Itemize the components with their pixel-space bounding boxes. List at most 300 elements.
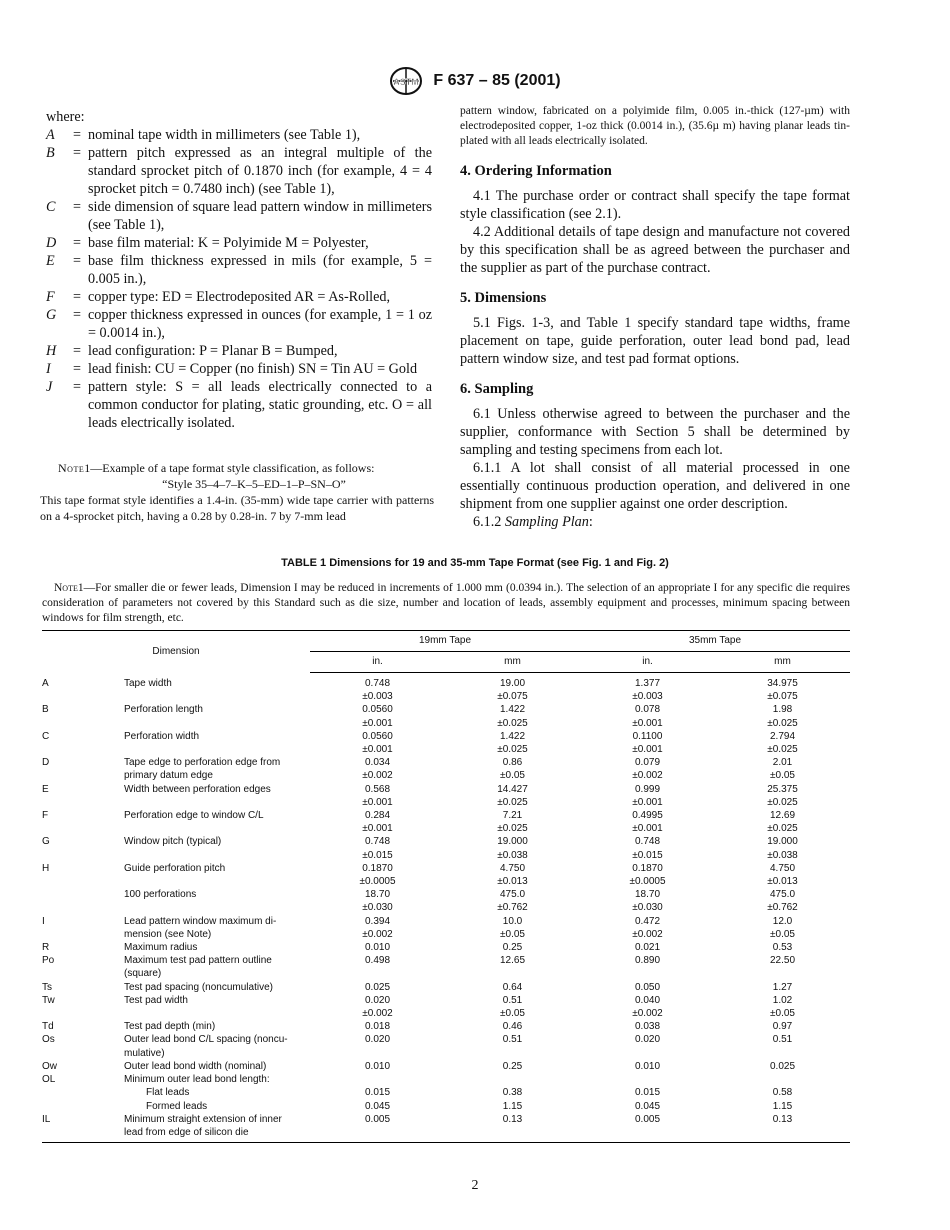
- value-line: 0.25: [502, 942, 523, 954]
- definition-row: [46, 360, 432, 378]
- definition-text: base film material: K = Polyimide M = Polyester,: [88, 235, 369, 251]
- cell-in19: [310, 673, 445, 704]
- value-line: 0.13: [502, 1113, 523, 1125]
- header-35mm-tape: 35mm Tape: [580, 631, 850, 652]
- note-continuation: This tape format style identifies a 1.4-in. (35-mm) wide tape carrier with patterns on a 4-sprocket pitch, having a 0.28 by 0.28-in. 7 by 7-mm lead: [40, 493, 434, 523]
- cell-in35: [580, 1073, 715, 1113]
- cell-mm19: [445, 673, 580, 704]
- section-5-title: 5. Dimensions: [460, 290, 547, 306]
- cell-symbol: Ow: [42, 1060, 57, 1072]
- description-line: primary datum edge: [124, 770, 213, 782]
- description-line: Lead pattern window maximum di-: [124, 915, 277, 927]
- value-line: ±0.001: [632, 796, 663, 808]
- cell-in35: [580, 954, 715, 980]
- value-line: 0.86: [502, 757, 523, 769]
- value-line: 0.034: [364, 757, 391, 769]
- cell-mm19: [445, 1033, 580, 1059]
- cell-symbol: F: [42, 810, 49, 822]
- value-line: 0.58: [772, 1087, 793, 1099]
- value-line: ±0.762: [767, 902, 798, 914]
- cell-mm35: [715, 888, 850, 914]
- table-row: [42, 673, 850, 704]
- value-line: ±0.001: [362, 744, 393, 756]
- cell-mm35: [715, 954, 850, 980]
- value-line: 1.15: [502, 1100, 523, 1112]
- value-line: 0.1870: [362, 862, 393, 874]
- definition-row: [46, 144, 432, 198]
- cell-mm19: [445, 888, 580, 914]
- value-line: 0.53: [772, 942, 793, 954]
- description-line: Outer lead bond width (nominal): [124, 1060, 267, 1072]
- cell-description: [124, 1060, 310, 1073]
- description-line: Perforation edge to window C/L: [124, 810, 264, 822]
- value-line: ±0.075: [767, 691, 798, 703]
- cell-in19: [310, 809, 445, 835]
- spacer: [445, 1073, 580, 1086]
- value-line: 0.015: [634, 1087, 661, 1099]
- value-line: 0.51: [502, 994, 523, 1006]
- value-line: ±0.015: [632, 849, 663, 861]
- value-line: 0.045: [634, 1100, 661, 1112]
- spacer: [580, 1073, 715, 1086]
- cell-in35: [580, 673, 715, 704]
- value-line: 25.375: [767, 783, 798, 795]
- definition-row: [46, 126, 432, 144]
- table-row: [42, 862, 850, 888]
- value-line: ±0.013: [767, 876, 798, 888]
- value-line: 0.748: [364, 678, 391, 689]
- cell-mm35: [715, 783, 850, 809]
- definition-text: pattern style: S = all leads electrically connected to a common conductor for plating, static grounding, etc. O = all leads electrically isolated.: [88, 379, 432, 431]
- value-line: 0.472: [634, 915, 661, 927]
- description-line: Maximum test pad pattern outline: [124, 955, 272, 967]
- value-line: 0.020: [364, 1034, 391, 1046]
- value-line: ±0.0005: [629, 876, 666, 888]
- description-line: Tape width: [124, 677, 172, 689]
- table-note-label: Note: [54, 582, 78, 594]
- cell-in35: [580, 1113, 715, 1143]
- description-line: Tape edge to perforation edge from: [124, 757, 281, 769]
- cell-mm35: [715, 1060, 850, 1073]
- value-line: 7.21: [502, 810, 523, 822]
- table-row: [42, 954, 850, 980]
- table-row: [42, 1073, 850, 1113]
- definition-text: lead configuration: P = Planar B = Bumped,: [88, 343, 338, 359]
- value-line: 10.0: [502, 915, 523, 927]
- value-line: 0.050: [634, 981, 661, 993]
- value-line: ±0.025: [497, 823, 528, 835]
- description-line: Test pad spacing (noncumulative): [124, 981, 273, 993]
- value-line: ±0.001: [632, 744, 663, 756]
- cell-description: [124, 756, 310, 782]
- cell-mm35: [715, 981, 850, 994]
- dimensions-table: [42, 630, 850, 1143]
- table-row: [42, 809, 850, 835]
- cell-in19: [310, 756, 445, 782]
- definition-equals: =: [72, 199, 81, 215]
- value-line: ±0.05: [770, 770, 795, 782]
- value-line: ±0.0005: [359, 876, 396, 888]
- value-line: 14.427: [497, 783, 528, 795]
- definition-equals: =: [72, 307, 81, 323]
- cell-description: [124, 1033, 310, 1059]
- value-line: 1.377: [634, 678, 661, 689]
- value-line: 0.018: [364, 1021, 391, 1033]
- description-line: Minimum outer lead bond length:: [124, 1074, 270, 1086]
- header-19-mm: mm: [445, 652, 580, 673]
- description-line: Guide perforation pitch: [124, 862, 226, 874]
- description-line: Perforation width: [124, 730, 200, 742]
- description-line: Outer lead bond C/L spacing (noncu-: [124, 1034, 288, 1046]
- value-line: 0.568: [364, 783, 391, 795]
- cell-symbol: [42, 888, 124, 914]
- definition-list: [46, 126, 432, 432]
- value-line: 18.70: [634, 889, 661, 901]
- cell-mm19: [445, 941, 580, 954]
- cell-mm19: [445, 981, 580, 994]
- value-line: ±0.001: [632, 823, 663, 835]
- value-line: ±0.025: [767, 744, 798, 756]
- definition-text: nominal tape width in millimeters (see Table 1),: [88, 127, 361, 143]
- definition-equals: =: [72, 343, 81, 359]
- table-row: [42, 941, 850, 954]
- table-row: [42, 835, 850, 861]
- definition-row: [46, 306, 432, 342]
- cell-mm35: [715, 835, 850, 861]
- description-line: Minimum straight extension of inner: [124, 1113, 282, 1125]
- cell-symbol: B: [42, 704, 49, 716]
- cell-in35: [580, 862, 715, 888]
- table-row: [42, 756, 850, 782]
- value-line: 0.021: [634, 942, 661, 954]
- cell-description: [124, 1113, 310, 1143]
- cell-symbol: E: [42, 783, 49, 795]
- cell-symbol: IL: [42, 1113, 124, 1143]
- value-line: 0.46: [502, 1021, 523, 1033]
- definition-symbol: F: [46, 289, 55, 305]
- table-row: [42, 1020, 850, 1033]
- cell-description: [124, 954, 310, 980]
- definition-text: copper type: ED = Electrodeposited AR = As-Rolled,: [88, 289, 391, 305]
- cell-mm19: [445, 756, 580, 782]
- cell-description: [124, 915, 310, 941]
- definition-symbol: A: [46, 127, 55, 143]
- cell-symbol: Td: [42, 1021, 54, 1033]
- para-5-1: 5.1 Figs. 1-3, and Table 1 specify standard tape widths, frame placement on tape, guide perforation, outer lead bond pad, lead pattern window size, and test pad format options.: [460, 315, 850, 367]
- value-line: 0.748: [364, 836, 391, 848]
- cell-symbol: OL: [42, 1074, 56, 1086]
- value-line: ±0.003: [632, 691, 663, 703]
- cell-in35: [580, 888, 715, 914]
- cell-mm19: [445, 703, 580, 729]
- definition-symbol: E: [46, 253, 55, 269]
- cell-symbol: Ts: [42, 981, 52, 993]
- cell-in19: [310, 783, 445, 809]
- cell-mm35: [715, 994, 850, 1020]
- cell-in35: [580, 941, 715, 954]
- cell-mm35: [715, 1073, 850, 1113]
- cell-symbol: A: [42, 677, 49, 689]
- cell-description: [124, 835, 310, 861]
- cell-in19: [310, 730, 445, 756]
- para-6-1-2-number: 6.1.2: [473, 514, 505, 530]
- value-line: 0.079: [634, 757, 661, 769]
- value-line: 1.27: [772, 981, 793, 993]
- value-line: 0.038: [634, 1021, 661, 1033]
- description-line: Flat leads: [146, 1087, 190, 1099]
- description-line: mension (see Note): [124, 928, 212, 940]
- cell-in19: [310, 1113, 445, 1143]
- cell-mm19: [445, 915, 580, 941]
- cell-mm35: [715, 941, 850, 954]
- value-line: 22.50: [769, 955, 796, 967]
- value-line: 0.020: [634, 1034, 661, 1046]
- cell-description: [124, 730, 310, 756]
- value-line: 34.975: [767, 678, 798, 689]
- cell-mm35: [715, 1113, 850, 1143]
- value-line: 18.70: [364, 889, 391, 901]
- value-line: 0.498: [364, 955, 391, 967]
- designation: F 637 – 85 (2001): [433, 72, 561, 89]
- description-line: lead from edge of silicon die: [124, 1126, 249, 1138]
- value-line: ±0.001: [362, 796, 393, 808]
- definition-equals: =: [72, 145, 81, 161]
- value-line: 0.015: [364, 1087, 391, 1099]
- value-line: ±0.762: [497, 902, 528, 914]
- value-line: ±0.025: [767, 823, 798, 835]
- value-line: ±0.025: [497, 717, 528, 729]
- sampling-plan-heading: Sampling Plan: [504, 514, 589, 530]
- note-continuation-right: pattern window, fabricated on a polyimide film, 0.005 in.-thick (127-µm) with electrodeposited copper, 1-oz thick (0.0014 in.), (35.6µ m) having planar leads tin-plated with all leads electrically isolated.: [460, 105, 850, 147]
- value-line: ±0.030: [632, 902, 663, 914]
- definition-row: [46, 234, 432, 252]
- cell-in35: [580, 835, 715, 861]
- description-line: Window pitch (typical): [124, 836, 222, 848]
- cell-mm35: [715, 730, 850, 756]
- cell-description: [124, 1073, 310, 1113]
- cell-in19: [310, 888, 445, 914]
- value-line: ±0.025: [497, 796, 528, 808]
- value-line: 19.00: [499, 678, 526, 689]
- value-line: 0.005: [364, 1113, 391, 1125]
- cell-description: [124, 1020, 310, 1033]
- table-note-text: 1—For smaller die or fewer leads, Dimension I may be reduced in increments of 1.000 mm (0.0394 in.). The selection of an appropriate I for any specific die requires consideration of parameters not covered by this Standard such as die size, number and location of leads, assembly equipment and processes, minimum spacing between windows for film strength, etc.: [42, 582, 850, 624]
- cell-description: [124, 994, 310, 1020]
- value-line: ±0.001: [362, 823, 393, 835]
- cell-description: [124, 888, 310, 914]
- definition-text: copper thickness expressed in ounces (for example, 1 = 1 oz = 0.0014 in.),: [88, 307, 432, 341]
- cell-description: [124, 783, 310, 809]
- cell-description: [124, 981, 310, 994]
- note-text: 1—Example of a tape format style classification, as follows:: [84, 461, 375, 475]
- spacer: [310, 1073, 445, 1086]
- value-line: 0.25: [502, 1060, 523, 1072]
- description-line: Test pad depth (min): [124, 1021, 216, 1033]
- note-style: “Style 35–4–7–K–5–ED–1–P–SN–O”: [162, 477, 346, 491]
- definition-symbol: D: [46, 235, 57, 251]
- value-line: 0.51: [502, 1034, 523, 1046]
- para-6-1-2: [460, 513, 850, 531]
- value-line: 0.010: [364, 942, 391, 954]
- right-column: [460, 104, 850, 531]
- table-row: [42, 783, 850, 809]
- definition-text: lead finish: CU = Copper (no finish) SN = Tin AU = Gold: [88, 361, 418, 377]
- value-line: ±0.025: [767, 717, 798, 729]
- value-line: 0.1100: [632, 730, 663, 742]
- para-4-1: 4.1 The purchase order or contract shall specify the tape format style classification (see 2.1).: [460, 188, 850, 222]
- value-line: 0.51: [772, 1034, 793, 1046]
- value-line: 0.078: [634, 704, 661, 716]
- description-line: Width between perforation edges: [124, 783, 271, 795]
- cell-mm19: [445, 994, 580, 1020]
- value-line: 1.422: [499, 704, 526, 716]
- value-line: ±0.05: [500, 770, 525, 782]
- cell-description: [124, 862, 310, 888]
- cell-mm35: [715, 703, 850, 729]
- value-line: 0.999: [634, 783, 661, 795]
- cell-in35: [580, 1020, 715, 1033]
- cell-symbol: I: [42, 915, 45, 927]
- value-line: ±0.002: [632, 1008, 663, 1020]
- table-body: [42, 673, 850, 1143]
- description-line: mulative): [124, 1047, 165, 1059]
- value-line: 1.02: [772, 994, 793, 1006]
- value-line: ±0.038: [497, 849, 528, 861]
- value-line: 4.750: [499, 862, 526, 874]
- astm-logo-icon: [389, 66, 423, 96]
- value-line: ±0.013: [497, 876, 528, 888]
- cell-mm19: [445, 1073, 580, 1113]
- value-line: ±0.002: [362, 928, 393, 940]
- value-line: 1.422: [499, 730, 526, 742]
- definition-text: side dimension of square lead pattern window in millimeters (see Table 1),: [88, 199, 432, 233]
- value-line: ±0.001: [632, 717, 663, 729]
- definition-text: pattern pitch expressed as an integral multiple of the standard sprocket pitch of 0.1870 inch (for example, 4 = 4 sprocket pitch = 0.7480 inch) (see Table 1),: [88, 145, 432, 197]
- value-line: 19.000: [497, 836, 528, 848]
- value-line: ±0.025: [767, 796, 798, 808]
- table-row: [42, 730, 850, 756]
- value-line: 0.010: [634, 1060, 661, 1072]
- definition-symbol: I: [46, 361, 51, 377]
- value-line: 0.1870: [632, 862, 663, 874]
- value-line: ±0.05: [500, 928, 525, 940]
- cell-in19: [310, 703, 445, 729]
- value-line: 12.69: [769, 810, 796, 822]
- cell-mm19: [445, 862, 580, 888]
- definition-symbol: J: [46, 379, 53, 395]
- description-line: 100 perforations: [124, 889, 197, 901]
- cell-in19: [310, 1060, 445, 1073]
- value-line: 0.4995: [632, 810, 663, 822]
- definition-equals: =: [72, 253, 81, 269]
- definition-row: [46, 378, 432, 432]
- value-line: 19.000: [767, 836, 798, 848]
- value-line: 12.0: [772, 915, 793, 927]
- value-line: ±0.003: [362, 691, 393, 703]
- value-line: ±0.002: [632, 770, 663, 782]
- description-line: Test pad width: [124, 994, 188, 1006]
- value-line: 0.97: [772, 1021, 793, 1033]
- description-line: Perforation length: [124, 704, 203, 716]
- cell-in35: [580, 915, 715, 941]
- cell-mm19: [445, 809, 580, 835]
- value-line: 1.98: [772, 704, 793, 716]
- definition-symbol: H: [46, 343, 57, 359]
- cell-description: [124, 673, 310, 704]
- cell-in35: [580, 1033, 715, 1059]
- value-line: ±0.025: [497, 744, 528, 756]
- definition-row: [46, 288, 432, 306]
- cell-symbol: G: [42, 836, 50, 848]
- cell-mm19: [445, 783, 580, 809]
- definition-equals: =: [72, 235, 81, 251]
- cell-symbol: R: [42, 942, 50, 954]
- value-line: ±0.05: [500, 1008, 525, 1020]
- value-line: 0.394: [364, 915, 391, 927]
- para-6-1-1: 6.1.1 A lot shall consist of all material processed in one essentially continuous production operation, and delivered in one shipment from one supplier against one order description.: [460, 460, 850, 512]
- cell-in19: [310, 915, 445, 941]
- cell-symbol: H: [42, 862, 50, 874]
- value-line: 0.0560: [362, 730, 393, 742]
- table-note: [42, 581, 850, 626]
- spacer: [715, 1073, 850, 1086]
- note-label: Note: [58, 461, 85, 475]
- header-35-in: in.: [580, 652, 715, 673]
- table-row: [42, 1060, 850, 1073]
- cell-mm35: [715, 1020, 850, 1033]
- definition-row: [46, 342, 432, 360]
- value-line: 475.0: [499, 889, 526, 901]
- value-line: 0.64: [502, 981, 523, 993]
- note-1: [58, 460, 432, 476]
- definition-symbol: G: [46, 307, 57, 323]
- description-line: Maximum radius: [124, 942, 198, 954]
- cell-mm35: [715, 1033, 850, 1059]
- cell-description: [124, 703, 310, 729]
- value-line: ±0.075: [497, 691, 528, 703]
- value-line: 0.284: [364, 810, 391, 822]
- cell-in35: [580, 783, 715, 809]
- table-row: [42, 915, 850, 941]
- value-line: 0.005: [634, 1113, 661, 1125]
- value-line: 475.0: [769, 889, 796, 901]
- value-line: 0.38: [502, 1087, 523, 1099]
- definition-row: [46, 252, 432, 288]
- value-line: 0.890: [634, 955, 661, 967]
- definition-equals: =: [72, 127, 81, 143]
- value-line: 0.025: [769, 1060, 796, 1072]
- description-line: (square): [124, 968, 162, 980]
- cell-in19: [310, 1020, 445, 1033]
- value-line: 0.0560: [362, 704, 393, 716]
- cell-in35: [580, 994, 715, 1020]
- value-line: 2.794: [769, 730, 796, 742]
- svg-text:ASTM: ASTM: [393, 77, 420, 87]
- cell-in19: [310, 862, 445, 888]
- value-line: ±0.002: [362, 1008, 393, 1020]
- value-line: ±0.002: [632, 928, 663, 940]
- cell-in19: [310, 1033, 445, 1059]
- table-row: [42, 703, 850, 729]
- cell-in35: [580, 1060, 715, 1073]
- table-row: [42, 1033, 850, 1059]
- para-4-2: 4.2 Additional details of tape design and manufacture not covered by this specification shall be as agreed between the purchaser and the supplier as part of the purchase contract.: [460, 224, 850, 276]
- cell-mm19: [445, 730, 580, 756]
- value-line: 0.748: [634, 836, 661, 848]
- cell-mm19: [445, 1020, 580, 1033]
- where-label: where:: [46, 109, 85, 125]
- value-line: ±0.05: [770, 1008, 795, 1020]
